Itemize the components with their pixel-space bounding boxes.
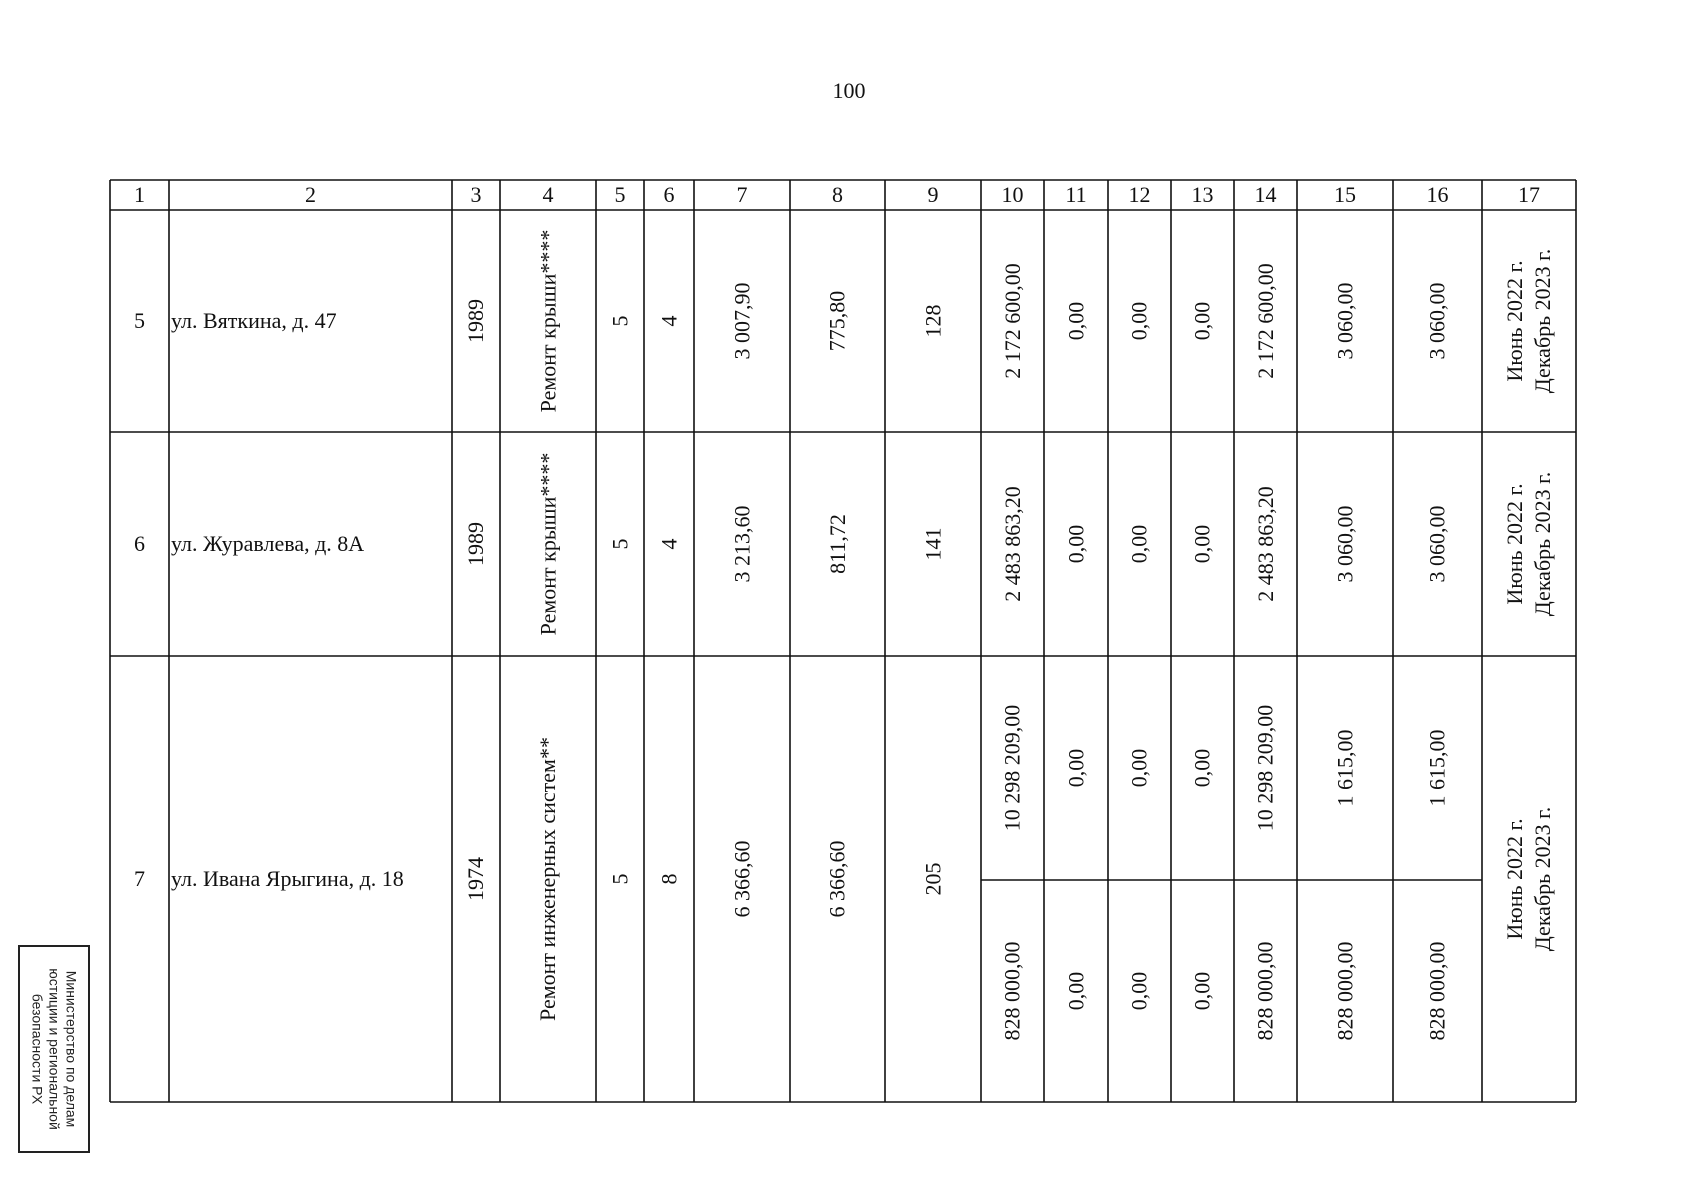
row-number: 5 xyxy=(134,308,145,333)
year-cell xyxy=(452,432,500,656)
period-start: Июнь 2022 г. xyxy=(1502,818,1527,940)
cell-text: 0,00 xyxy=(1063,301,1088,341)
cell-text: 5 xyxy=(607,315,632,327)
cell-text: 2 483 863,20 xyxy=(1252,486,1278,602)
value-cell xyxy=(885,432,981,656)
cell-text: 8 xyxy=(656,873,681,885)
stamp-line-2: юстиции и региональной xyxy=(46,968,63,1130)
header-cell-12: 12 xyxy=(1128,182,1151,207)
address-cell: ул. Вяткина, д. 47 xyxy=(171,308,337,333)
cell-text: Ремонт крыши**** xyxy=(535,229,561,413)
year-cell xyxy=(452,656,500,1102)
header-cell-13: 13 xyxy=(1191,182,1214,207)
value-cell xyxy=(981,210,1044,432)
cell-text: 205 xyxy=(920,862,945,896)
cell-text: 10 298 209,00 xyxy=(999,704,1025,832)
period-end: Декабрь 2023 г. xyxy=(1530,248,1555,394)
header-cell-2: 2 xyxy=(305,182,316,207)
cell-text: 1 615,00 xyxy=(1332,729,1357,807)
cell-text: 0,00 xyxy=(1189,748,1215,788)
value-cell xyxy=(596,656,644,1102)
header-cell-4: 4 xyxy=(542,182,554,207)
cell-text: 0,00 xyxy=(1063,971,1088,1011)
value-cell xyxy=(885,210,981,432)
stamp-line-1: Министерство по делам xyxy=(63,970,80,1128)
row-number: 6 xyxy=(134,531,145,556)
value-cell-bottom xyxy=(1393,880,1482,1102)
header-cell-14: 14 xyxy=(1254,182,1277,207)
cell-text: 0,00 xyxy=(1189,971,1215,1011)
header-cell-3: 3 xyxy=(470,182,482,207)
value-cell-bottom xyxy=(1297,880,1393,1102)
value-cell xyxy=(1393,432,1482,656)
cell-text: 0,00 xyxy=(1189,301,1215,341)
period-text xyxy=(1501,472,1557,616)
period-start: Июнь 2022 г. xyxy=(1502,260,1527,382)
cell-text: Ремонт крыши**** xyxy=(535,452,561,636)
value-cell xyxy=(694,432,790,656)
ministry-stamp xyxy=(18,945,90,1153)
period-end: Декабрь 2023 г. xyxy=(1530,471,1555,617)
period-cell xyxy=(1482,432,1576,656)
header-cell-1: 1 xyxy=(134,182,145,207)
period-text xyxy=(1501,249,1557,393)
header-cell-15: 15 xyxy=(1334,182,1356,207)
value-cell-top xyxy=(1108,656,1171,880)
value-cell xyxy=(1171,432,1234,656)
address-cell: ул. Журавлева, д. 8А xyxy=(171,531,365,556)
value-cell xyxy=(1234,432,1297,656)
header-cell-9: 9 xyxy=(927,182,939,207)
value-cell-bottom xyxy=(1108,880,1171,1102)
header-cell-11: 11 xyxy=(1065,182,1087,207)
value-cell-top xyxy=(1044,656,1108,880)
period-text xyxy=(1501,807,1557,951)
cell-text: 0,00 xyxy=(1126,748,1152,788)
page-number: 100 xyxy=(832,78,866,103)
cell-text: 141 xyxy=(920,527,945,561)
value-cell xyxy=(1044,432,1108,656)
value-cell-top xyxy=(1297,656,1393,880)
address-cell: ул. Ивана Ярыгина, д. 18 xyxy=(171,866,404,891)
cell-text: 1974 xyxy=(463,857,488,901)
header-cell-5: 5 xyxy=(614,182,626,207)
value-cell xyxy=(644,656,694,1102)
value-cell xyxy=(694,656,790,1102)
value-cell-top xyxy=(981,656,1044,880)
cell-text: 811,72 xyxy=(824,514,850,574)
cell-text: 0,00 xyxy=(1126,301,1152,341)
cell-text: 828 000,00 xyxy=(999,941,1025,1041)
cell-text: 1 615,00 xyxy=(1424,729,1450,807)
value-cell xyxy=(1108,210,1171,432)
cell-text: 2 483 863,20 xyxy=(999,486,1025,602)
cell-text: 3 060,00 xyxy=(1332,505,1357,583)
cell-text: 828 000,00 xyxy=(1332,941,1357,1041)
period-start: Июнь 2022 г. xyxy=(1502,483,1527,605)
value-cell xyxy=(790,432,885,656)
value-cell-bottom xyxy=(1171,880,1234,1102)
year-cell xyxy=(452,210,500,432)
cell-text: 6 366,60 xyxy=(729,840,754,918)
cell-text: 1989 xyxy=(463,522,488,566)
value-cell xyxy=(1393,210,1482,432)
value-cell xyxy=(1171,210,1234,432)
cell-text: 5 xyxy=(607,873,632,885)
value-cell xyxy=(1108,432,1171,656)
cell-text: Ремонт инженерных систем** xyxy=(535,737,560,1021)
period-end: Декабрь 2023 г. xyxy=(1530,806,1555,952)
value-cell xyxy=(644,210,694,432)
cell-text: 6 366,60 xyxy=(824,840,850,918)
cell-text: 0,00 xyxy=(1126,971,1152,1011)
header-cell-6: 6 xyxy=(663,182,675,207)
cell-text: 0,00 xyxy=(1063,524,1088,564)
cell-text: 128 xyxy=(920,304,945,338)
cell-text: 3 060,00 xyxy=(1424,505,1450,583)
cell-text: 3 060,00 xyxy=(1332,282,1357,360)
cell-text: 3 060,00 xyxy=(1424,282,1450,360)
cell-text: 3 213,60 xyxy=(729,505,754,583)
value-cell-bottom xyxy=(1234,880,1297,1102)
value-cell xyxy=(885,656,981,1102)
period-cell xyxy=(1482,210,1576,432)
cell-text: 0,00 xyxy=(1063,748,1088,788)
cell-text: 4 xyxy=(656,538,681,550)
header-cell-17: 17 xyxy=(1518,182,1540,207)
cell-text: 3 007,90 xyxy=(729,282,754,360)
cell-text: 1989 xyxy=(463,299,488,343)
value-cell xyxy=(790,656,885,1102)
value-cell xyxy=(1044,210,1108,432)
cell-text: 5 xyxy=(607,538,632,550)
value-cell xyxy=(790,210,885,432)
row-number: 7 xyxy=(134,866,145,891)
value-cell-top xyxy=(1171,656,1234,880)
period-cell xyxy=(1482,656,1576,1102)
value-cell xyxy=(1234,210,1297,432)
value-cell-top xyxy=(1393,656,1482,880)
header-cell-16: 16 xyxy=(1426,182,1449,207)
value-cell-bottom xyxy=(1044,880,1108,1102)
cell-text: 10 298 209,00 xyxy=(1252,704,1278,832)
value-cell xyxy=(694,210,790,432)
value-cell-bottom xyxy=(981,880,1044,1102)
value-cell xyxy=(981,432,1044,656)
cell-text: 828 000,00 xyxy=(1424,941,1450,1041)
work-type-cell xyxy=(500,656,596,1102)
value-cell xyxy=(596,432,644,656)
work-type-cell xyxy=(500,432,596,656)
header-cell-7: 7 xyxy=(736,182,748,207)
value-cell xyxy=(644,432,694,656)
value-cell-top xyxy=(1234,656,1297,880)
value-cell xyxy=(1297,210,1393,432)
cell-text: 828 000,00 xyxy=(1252,941,1278,1041)
cell-text: 775,80 xyxy=(824,290,850,352)
cell-text: 0,00 xyxy=(1189,524,1215,564)
cell-text: 0,00 xyxy=(1126,524,1152,564)
header-cell-8: 8 xyxy=(832,182,843,207)
stamp-line-3: безопасности РХ xyxy=(29,993,46,1105)
value-cell xyxy=(1297,432,1393,656)
work-type-cell xyxy=(500,210,596,432)
cell-text: 2 172 600,00 xyxy=(1252,263,1278,379)
cell-text: 4 xyxy=(656,315,681,327)
cell-text: 2 172 600,00 xyxy=(999,263,1025,379)
header-cell-10: 10 xyxy=(1001,182,1024,207)
value-cell xyxy=(596,210,644,432)
